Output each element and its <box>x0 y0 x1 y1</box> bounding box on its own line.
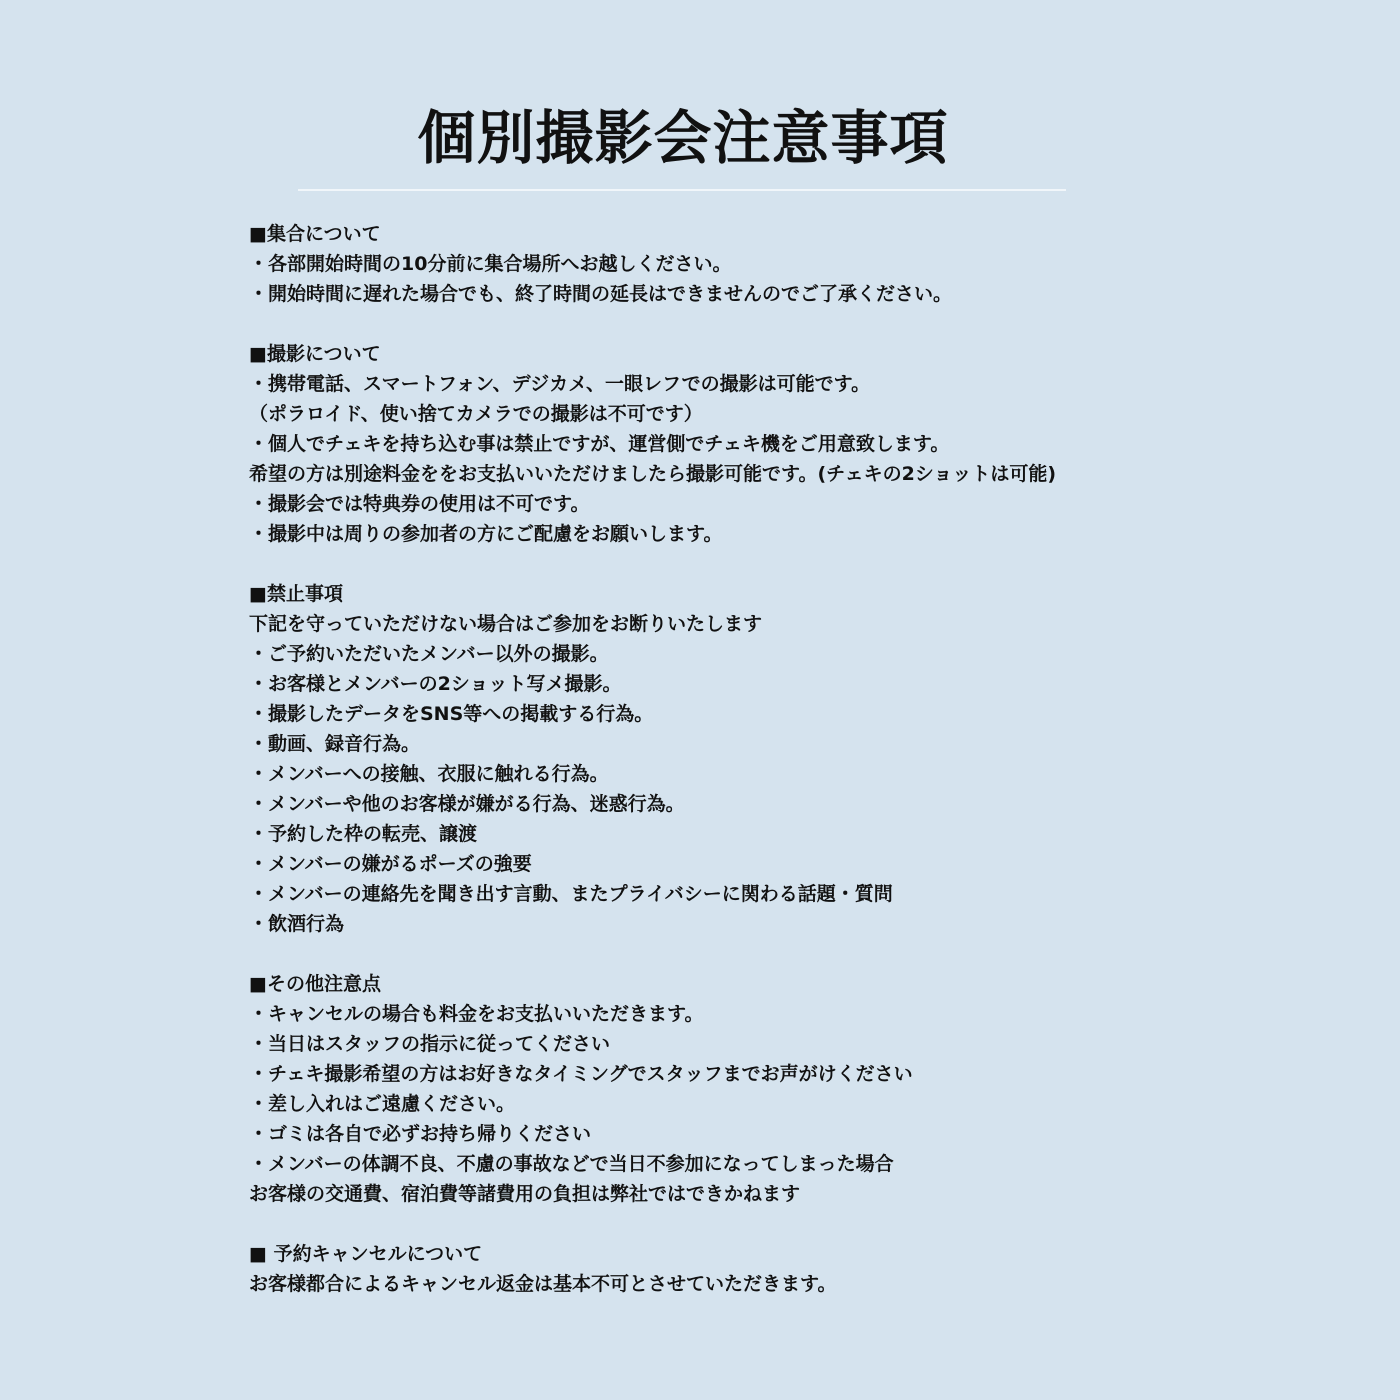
notice-line: ・開始時間に遅れた場合でも、終了時間の延長はできませんのでご了承ください。 <box>249 283 953 305</box>
notice-line: ・ゴミは各自で必ずお持ち帰りください <box>249 1123 592 1145</box>
notice-content <box>249 219 1349 1299</box>
notice-line: ・ご予約いただいたメンバー以外の撮影。 <box>249 643 609 665</box>
notice-line: ・各部開始時間の10分前に集合場所へお越しください。 <box>249 253 732 275</box>
section-spacer <box>249 309 1349 339</box>
notice-line: ・メンバーの嫌がるポーズの強要 <box>249 853 532 875</box>
section-cancellation <box>249 1239 1349 1299</box>
notice-line: ・メンバーへの接触、衣服に触れる行為。 <box>249 763 609 785</box>
title-divider <box>298 189 1066 191</box>
section-heading: ■ 予約キャンセルについて <box>249 1243 483 1265</box>
notice-line: お客様の交通費、宿泊費等諸費用の負担は弊社ではできかねます <box>249 1183 801 1205</box>
section-heading: ■その他注意点 <box>249 973 381 995</box>
notice-line: ・予約した枠の転売、譲渡 <box>249 823 478 845</box>
notice-line: ・撮影中は周りの参加者の方にご配慮をお願いします。 <box>249 523 723 545</box>
notice-line: 希望の方は別途料金ををお支払いいただけましたら撮影可能です。(チェキの2ショットは可能) <box>249 463 1057 485</box>
section-heading: ■集合について <box>249 223 381 245</box>
section-spacer <box>249 549 1349 579</box>
notice-line: ・差し入れはご遠慮ください。 <box>249 1093 516 1115</box>
notice-line: ・メンバーの体調不良、不慮の事故などで当日不参加になってしまった場合 <box>249 1153 894 1175</box>
notice-line: ・メンバーや他のお客様が嫌がる行為、迷惑行為。 <box>249 793 685 815</box>
section-spacer <box>249 1209 1349 1239</box>
section-other-notes <box>249 969 1349 1209</box>
notice-line: （ポラロイド、使い捨てカメラでの撮影は不可です） <box>249 403 703 425</box>
notice-line: お客様都合によるキャンセル返金は基本不可とさせていただきます。 <box>249 1273 837 1295</box>
notice-line: ・撮影したデータをSNS等への掲載する行為。 <box>249 703 654 725</box>
notice-line: ・メンバーの連絡先を聞き出す言動、またプライバシーに関わる話題・質問 <box>249 883 893 905</box>
section-prohibited <box>249 579 1349 939</box>
notice-line: ・動画、録音行為。 <box>249 733 421 755</box>
notice-line: ・飲酒行為 <box>249 913 345 935</box>
notice-line: ・お客様とメンバーの2ショット写メ撮影。 <box>249 673 622 695</box>
notice-line: ・キャンセルの場合も料金をお支払いいただきます。 <box>249 1003 704 1025</box>
section-gathering <box>249 219 1349 309</box>
notice-line: ・個人でチェキを持ち込む事は禁止ですが、運営側でチェキ機をご用意致します。 <box>249 433 950 455</box>
notice-line: ・携帯電話、スマートフォン、デジカメ、一眼レフでの撮影は可能です。 <box>249 373 871 395</box>
notice-line: ・チェキ撮影希望の方はお好きなタイミングでスタッフまでお声がけください <box>249 1063 913 1085</box>
section-heading: ■禁止事項 <box>249 583 343 605</box>
notice-line: 下記を守っていただけない場合はご参加をお断りいたします <box>249 613 763 635</box>
page-title: 個別撮影会注意事項 <box>417 104 949 172</box>
notice-line: ・撮影会では特典券の使用は不可です。 <box>249 493 590 515</box>
section-heading: ■撮影について <box>249 343 381 365</box>
notice-line: ・当日はスタッフの指示に従ってください <box>249 1033 611 1055</box>
section-photography <box>249 339 1349 549</box>
section-spacer <box>249 939 1349 969</box>
